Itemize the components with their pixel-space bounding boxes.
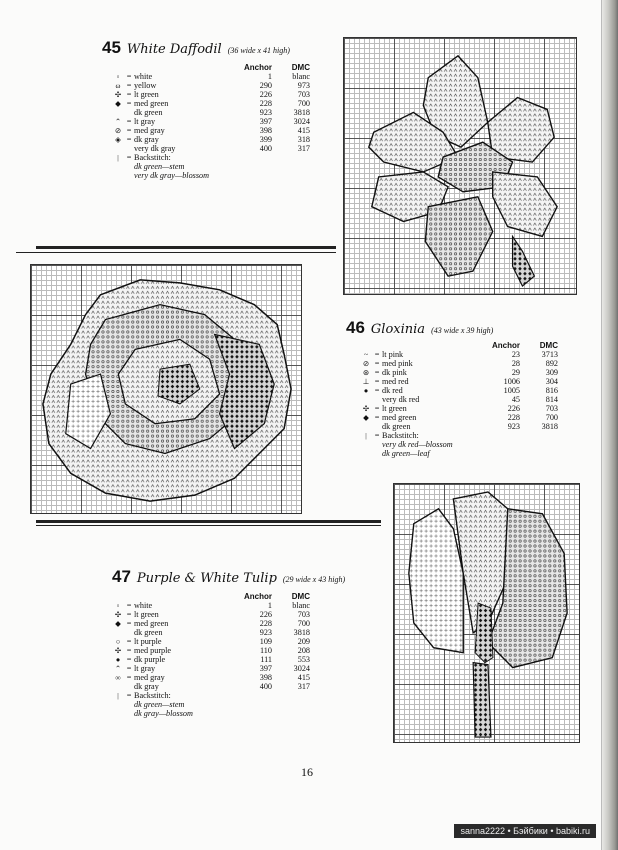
backstitch-item: dk gray—blossom [134, 709, 193, 718]
color-name: lt gray [134, 117, 156, 126]
anchor-number: 398 [259, 673, 272, 682]
stitch-symbol-icon: ◆ [115, 619, 121, 628]
anchor-number: 226 [259, 610, 272, 619]
legend-row [112, 135, 310, 144]
equals-sign: = [374, 359, 380, 368]
dmc-number: blanc [292, 72, 310, 81]
legend-row [112, 99, 310, 108]
color-name: white [134, 601, 153, 610]
color-name: med gray [134, 673, 165, 682]
pattern-name: White Daffodil [126, 42, 222, 57]
legend-header [360, 341, 558, 350]
equals-sign: = [126, 126, 132, 135]
legend-row [360, 395, 558, 404]
backstitch-label: Backstitch: [134, 691, 171, 700]
legend-row [360, 386, 558, 395]
dmc-number: 318 [297, 135, 310, 144]
equals-sign: = [126, 117, 132, 126]
stitch-symbol-icon: ● [115, 655, 121, 664]
equals-sign: = [126, 619, 132, 628]
legend-row [112, 117, 310, 126]
dmc-number: 3713 [541, 350, 558, 359]
color-name: lt purple [134, 637, 162, 646]
dmc-number: 700 [297, 99, 310, 108]
stitch-symbol-icon: ω [115, 81, 121, 90]
stitch-symbol-icon: ✣ [114, 90, 122, 99]
legend-row [360, 350, 558, 359]
color-name: med gray [134, 126, 165, 135]
legend-row [360, 413, 558, 422]
stitch-symbol-icon: ◆ [363, 413, 369, 422]
equals-sign: = [126, 601, 132, 610]
backstitch-item: very dk red—blossom [382, 440, 453, 449]
color-name: very dk red [382, 395, 420, 404]
anchor-number: 923 [507, 422, 520, 431]
stitch-symbol-icon: ⊘ [114, 126, 122, 135]
anchor-number: 45 [511, 395, 520, 404]
watermark: sanna2222 • Бэйбики • babiki.ru [454, 824, 596, 838]
anchor-number: 399 [259, 135, 272, 144]
anchor-number: 111 [260, 655, 272, 664]
color-name: med green [134, 619, 169, 628]
dmc-number: 309 [545, 368, 558, 377]
stitch-symbol-icon: ✣ [114, 610, 122, 619]
stitch-symbol-icon: ∞ [115, 673, 121, 682]
dmc-number: 209 [297, 637, 310, 646]
pattern-number: 46 [346, 318, 365, 337]
anchor-number: 1 [267, 601, 272, 610]
section-rule-bottom [36, 520, 381, 523]
pattern-name: Purple & White Tulip [136, 571, 277, 586]
color-name: white [134, 72, 153, 81]
legend-row [112, 619, 310, 628]
pattern-title-45 [102, 38, 290, 58]
dmc-number: 700 [545, 413, 558, 422]
backstitch-label: Backstitch: [134, 153, 171, 162]
stitch-symbol-icon: ◈ [115, 135, 121, 144]
color-name: dk gray [134, 682, 159, 691]
stitch-symbol-icon: ⌃ [114, 117, 122, 126]
legend-row [112, 637, 310, 646]
anchor-number: 397 [259, 664, 272, 673]
legend-row [112, 610, 310, 619]
equals-sign: = [374, 386, 380, 395]
anchor-number: 398 [259, 126, 272, 135]
stitch-symbol-icon: ~ [363, 350, 369, 359]
backstitch-item: very dk gray—blossom [134, 171, 210, 180]
backstitch-line-icon: | [117, 153, 119, 162]
legend-row [112, 81, 310, 90]
color-name: med pink [382, 359, 413, 368]
color-name: yellow [134, 81, 157, 90]
stitch-symbol-icon: ▫ [116, 72, 120, 81]
backstitch-line-icon: | [117, 691, 119, 700]
equals-sign: = [126, 72, 132, 81]
section-rule-bottom-thin [36, 525, 381, 526]
dmc-number: 304 [545, 377, 558, 386]
equals-sign: = [126, 610, 132, 619]
stitch-symbol-icon: ⊘ [362, 359, 370, 368]
legend-row [360, 368, 558, 377]
pattern-name: Gloxinia [370, 322, 426, 337]
legend-header [112, 592, 310, 601]
stitch-symbol-icon: ✣ [362, 404, 370, 413]
color-name: dk green [382, 422, 411, 431]
color-name: very dk gray [134, 144, 176, 153]
dmc-number: 3024 [293, 117, 310, 126]
legend-row [112, 601, 310, 610]
dmc-number: 317 [297, 682, 310, 691]
anchor-header: Anchor [244, 592, 272, 601]
pattern-title-47 [112, 567, 345, 587]
equals-sign: = [374, 413, 380, 422]
dmc-number: blanc [292, 601, 310, 610]
backstitch-item: dk green—stem [134, 162, 185, 171]
anchor-number: 110 [260, 646, 272, 655]
dmc-number: 3818 [293, 108, 310, 117]
page-number: 16 [301, 765, 313, 779]
dmc-number: 208 [297, 646, 310, 655]
dmc-header: DMC [291, 63, 310, 72]
color-name: dk gray [134, 135, 159, 144]
color-name: dk purple [134, 655, 166, 664]
dmc-number: 3818 [541, 422, 558, 431]
dmc-number: 3024 [293, 664, 310, 673]
dmc-number: 415 [297, 673, 310, 682]
anchor-header: Anchor [244, 63, 272, 72]
anchor-number: 923 [259, 108, 272, 117]
pattern-number: 47 [112, 567, 131, 586]
legend-row [112, 72, 310, 81]
legend-row [360, 359, 558, 368]
legend-row [360, 422, 558, 431]
anchor-number: 23 [511, 350, 520, 359]
legend-row [112, 646, 310, 655]
dmc-number: 703 [297, 90, 310, 99]
equals-sign: = [126, 646, 132, 655]
anchor-number: 28 [511, 359, 520, 368]
backstitch-header: | = Backstitch: [360, 431, 558, 440]
dmc-number: 3818 [293, 628, 310, 637]
legend-row [112, 655, 310, 664]
anchor-number: 923 [259, 628, 272, 637]
stitch-symbol-icon: ● [363, 386, 369, 395]
color-name: dk pink [382, 368, 407, 377]
stitch-symbol-icon: ⊥ [362, 377, 370, 386]
backstitch-header: | = Backstitch: [112, 691, 310, 700]
anchor-number: 109 [259, 637, 272, 646]
equals-sign: = [126, 655, 132, 664]
pattern-title-46 [346, 318, 493, 338]
backstitch-item: dk green—stem [134, 700, 185, 709]
legend-row [112, 144, 310, 153]
stitch-symbol-icon: ○ [115, 637, 121, 646]
backstitch-item: dk green—leaf [382, 449, 430, 458]
color-name: dk red [382, 386, 403, 395]
stitch-symbol-icon: ◆ [115, 99, 121, 108]
color-name: med green [134, 99, 169, 108]
legend-row [112, 108, 310, 117]
dmc-number: 553 [297, 655, 310, 664]
equals-sign: = [374, 350, 380, 359]
dmc-header: DMC [539, 341, 558, 350]
pattern-size: (29 wide x 43 high) [282, 575, 346, 584]
anchor-number: 226 [259, 90, 272, 99]
equals-sign: = [126, 637, 132, 646]
legend-row [112, 628, 310, 637]
equals-sign: = [126, 673, 132, 682]
section-rule-top [36, 246, 336, 249]
color-name: dk green [134, 628, 163, 637]
tulip-chart [393, 483, 580, 743]
color-name: lt green [134, 610, 159, 619]
anchor-header: Anchor [492, 341, 520, 350]
dmc-number: 814 [545, 395, 558, 404]
dmc-number: 816 [545, 386, 558, 395]
backstitch-line-icon: | [365, 431, 367, 440]
gloxinia-chart [30, 264, 302, 514]
gloxinia-motif [31, 265, 301, 513]
legend-row [112, 90, 310, 99]
anchor-number: 400 [259, 682, 272, 691]
color-name: lt pink [382, 350, 404, 359]
pattern-number: 45 [102, 38, 121, 57]
backstitch-header: | = Backstitch: [112, 153, 310, 162]
dmc-number: 415 [297, 126, 310, 135]
stitch-symbol-icon: ⊛ [362, 368, 370, 377]
anchor-number: 226 [507, 404, 520, 413]
equals-sign: = [126, 99, 132, 108]
section-rule-mid [16, 252, 336, 253]
dmc-number: 703 [297, 610, 310, 619]
anchor-number: 290 [259, 81, 272, 90]
dmc-number: 317 [297, 144, 310, 153]
legend-row [112, 126, 310, 135]
dmc-number: 892 [545, 359, 558, 368]
legend-header [112, 63, 310, 72]
pattern-size: (43 wide x 39 high) [431, 326, 494, 335]
anchor-number: 228 [259, 99, 272, 108]
stitch-symbol-icon: ✣ [114, 646, 122, 655]
color-name: lt green [382, 404, 407, 413]
legend-row [360, 404, 558, 413]
color-key-47 [112, 592, 310, 718]
equals-sign: = [126, 664, 132, 673]
color-name: lt green [134, 90, 159, 99]
anchor-number: 228 [507, 413, 520, 422]
equals-sign: = [374, 377, 380, 386]
book-binding [602, 0, 618, 850]
backstitch-label: Backstitch: [382, 431, 419, 440]
legend-row [112, 673, 310, 682]
color-name: lt gray [134, 664, 156, 673]
color-name: med red [382, 377, 409, 386]
anchor-number: 397 [259, 117, 272, 126]
anchor-number: 29 [511, 368, 520, 377]
legend-row [112, 664, 310, 673]
color-name: med green [382, 413, 417, 422]
color-name: med purple [134, 646, 172, 655]
anchor-number: 400 [259, 144, 272, 153]
equals-sign: = [126, 135, 132, 144]
pattern-size: (36 wide x 41 high) [227, 46, 290, 55]
anchor-number: 1005 [503, 386, 520, 395]
color-key-45 [112, 63, 310, 180]
equals-sign: = [126, 90, 132, 99]
color-name: dk green [134, 108, 163, 117]
daffodil-chart [343, 37, 577, 295]
stitch-symbol-icon: ⌃ [114, 664, 122, 673]
equals-sign: = [374, 368, 380, 377]
dmc-number: 973 [297, 81, 310, 90]
dmc-number: 700 [297, 619, 310, 628]
equals-sign: = [126, 81, 132, 90]
stitch-symbol-icon: ▫ [116, 601, 120, 610]
daffodil-motif [344, 38, 576, 294]
color-key-46 [360, 341, 558, 458]
anchor-number: 1006 [503, 377, 520, 386]
equals-sign: = [374, 404, 380, 413]
dmc-number: 703 [545, 404, 558, 413]
legend-row [112, 682, 310, 691]
anchor-number: 1 [267, 72, 272, 81]
tulip-motif [394, 484, 579, 742]
anchor-number: 228 [259, 619, 272, 628]
dmc-header: DMC [291, 592, 310, 601]
legend-row [360, 377, 558, 386]
